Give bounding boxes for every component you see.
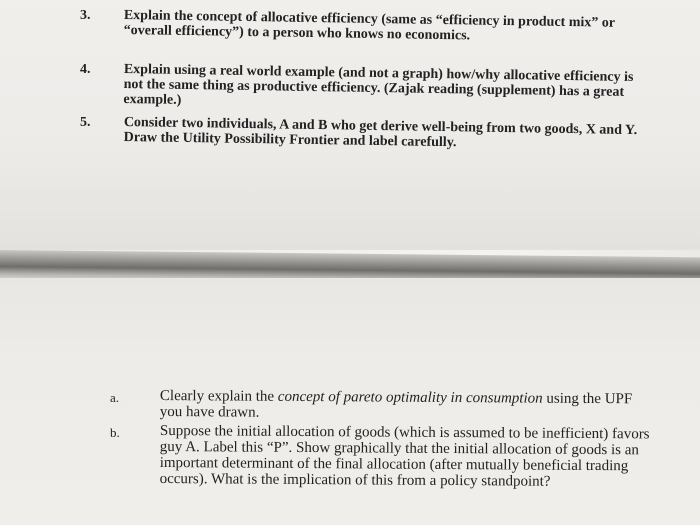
question-number-4: 4. (80, 62, 91, 77)
subquestion-b-text: Suppose the initial allocation of goods (which is assumed to be inefficient) favors guy A. Label this “P”. Show graphically that the initial allocation of goods is an important determinant of the final allocation (after mutually beneficial trading occurs). What is the implication of this from a policy standpoint? (159, 423, 650, 490)
question-number-3: 3. (80, 8, 91, 23)
subquestion-a-text-after: using the UPF you have drawn. (159, 390, 633, 421)
subquestion-a-text-before: Clearly explain the (159, 388, 278, 405)
question-4-text: Explain using a real world example (and not a graph) how/why allocative efficiency is not the same thing as productive efficiency. (Zajak reading (supplement) has a great example.) (123, 62, 634, 108)
question-3-text: Explain the concept of allocative efficiency (same as “efficiency in product mix” or “overall efficiency”) to a person who knows no economics. (123, 8, 616, 44)
subquestion-a-emphasis: concept of pareto optimality in consumption (277, 388, 543, 407)
question-number-5: 5. (80, 115, 91, 130)
subquestion-b-label: b. (110, 425, 120, 440)
question-5-text: Consider two individuals, A and B who get derive well-being from two goods, X and Y. Draw the Utility Possibility Frontier and label carefully. (123, 115, 638, 151)
subquestion-a-text (160, 388, 680, 424)
subquestion-a-label: a. (110, 390, 120, 405)
